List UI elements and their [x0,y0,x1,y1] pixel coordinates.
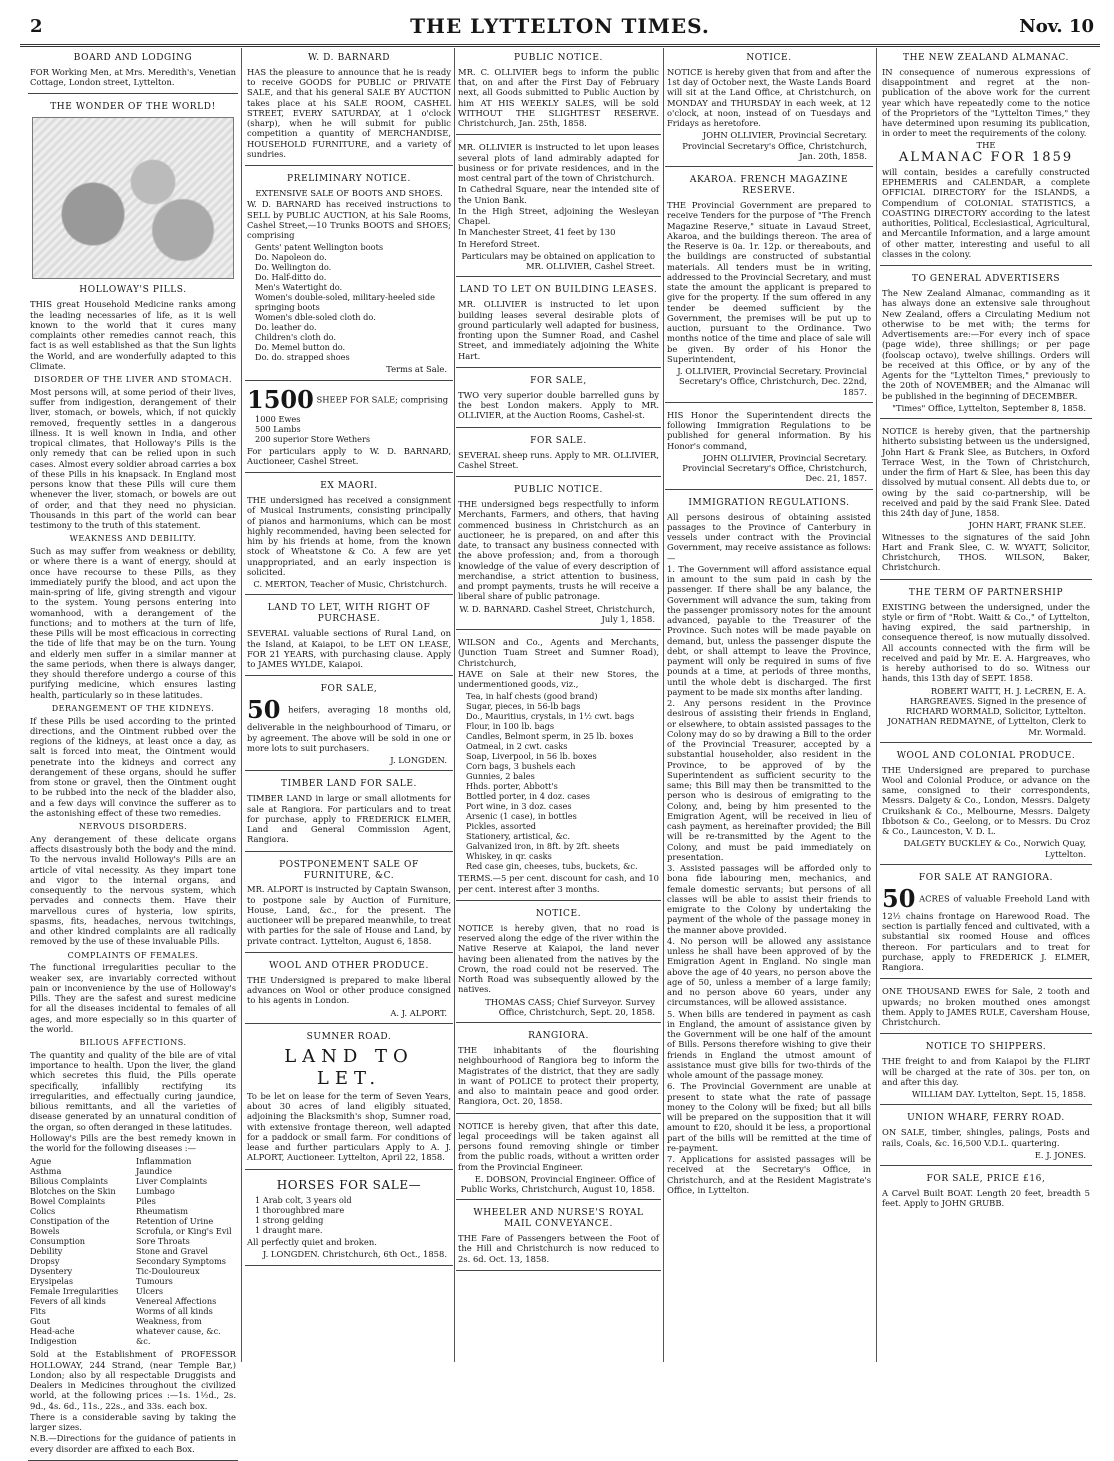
newspaper-title: THE LYTTELTON TIMES. [410,14,710,38]
ad-signature: J. LONGDEN. Christchurch, 6th Oct., 1858. [262,1249,447,1260]
list-item: Bottled porter, in 4 doz. cases [466,791,590,802]
superintendent-notice [665,406,873,490]
ad-text: heifers, averaging 18 months old, deliverable in the neighbourhood of Timaru, or by agreement. The above will be sold in one or more lots to suit purchasers. [247,704,451,753]
ad-heading: FOR SALE, [320,684,378,695]
column-3 [456,48,661,1362]
ad-heading: NOTICE. [535,908,582,919]
ad-heading: LAND TO LET ON BUILDING LEASES. [459,285,658,296]
ad-text: EXISTING between the undersigned, under the style or firm of "Robt. Waitt & Co.," of Lyttelton, having expired, the said partnership, in consequence thereof, is now mutually dissolved. All accounts connected with the firm will be received and paid by Mr. E. A. Hargreaves, who is hereby authorised to do so. Witness our hands, this 13th day of SEPT. 1858. [882,601,1090,684]
ollivier-leases-ad [456,138,661,277]
list-item: Soap, Liverpool, in 56 lb. boxes [466,751,597,762]
ad-text: NOTICE is hereby given, that after this date, legal proceedings will be taken against all persons found removing shingle or timber from the public roads, without a written order from the Provincial Engineer. [458,1120,659,1172]
list-item: Bilious Complaints [30,1176,108,1187]
list-item: Ague [30,1156,52,1167]
list-item: Constipation of the Bowels [30,1216,110,1237]
ad-signature: J. OLLIVIER, Provincial Secretary. Provincial Secretary's Office, Christchurch, Dec. 22nd, 1857. [677,366,867,397]
list-item: Women's double-soled, military-heeled side springing boots [255,292,435,313]
ad-text: Holloway's Pills are the best remedy known in the world for the following diseases :— [30,1132,236,1154]
union-wharf-ad [880,1108,1092,1166]
ad-heading: THE TERM OF PARTNERSHIP [908,587,1064,598]
ad-heading: THE NEW ZEALAND ALMANAC. [903,53,1069,63]
ad-heading: WOOL AND COLONIAL PRODUCE. [896,750,1076,761]
ad-text: The functional irregularities peculiar to the weaker sex, are invariably corrected without pain or inconvenience by the use of Holloway's Pills. They are the safest and surest medicine for all the diseases incidental to females of all ages, and more especially so in this quarter of the world. [30,962,236,1034]
acre-count: 50 [882,883,916,913]
list-item: Gunnies, 2 bales [466,771,535,782]
ad-text: The quantity and quality of the bile are of vital importance to health. Upon the liver, the gland which secretes this fluid, the Pills operate specifically, infallibly rectifying its irregularities, and effectually curing jaundice, bilious remittants, and all the varieties of disease generated by an unnatural condition of the organ, so often deranged in these latitudes. [30,1049,236,1132]
sheep-runs-ad [456,431,661,477]
sheep-sale-ad [245,384,453,474]
ad-heading: RANGIORA. [528,1031,589,1042]
list-item: Erysipelas [30,1276,74,1287]
ad-signature: THOMAS CASS; Chief Surveyor. Survey Office, Christchurch, Sept. 20, 1858. [485,996,655,1017]
heifer-count: 50 [247,695,281,725]
list-item: Debility [30,1246,63,1257]
ad-text: WILSON and Co., Agents and Merchants, (Junction Tuam Street and Sumner Road), Christchurch, [458,637,659,668]
ad-heading: AKAROA. FRENCH MAGAZINE RESERVE. [689,175,849,197]
guns-sale-ad [456,371,661,428]
column-divider [876,48,877,1362]
ad-text: THE Fare of Passengers between the Foot of the Hill and Christchurch is now reduced to 2s. 6d. Oct. 13, 1858. [458,1233,659,1264]
ad-heading: UNION WHARF, FERRY ROAD. [907,1113,1065,1124]
list-item: 200 superior Store Wethers [255,433,371,444]
sheep-list [247,414,451,444]
list-item: Corn bags, 3 bushels each [466,761,576,772]
ad-heading: FOR SALE AT RANGIORA. [918,872,1054,883]
ad-text: MR. OLLIVIER is instructed to let upon leases several plots of land admirably adapted for business or for private residences, and in the most central part of the town of Christchurch. [458,142,659,184]
list-item: 1000 Ewes [255,413,301,424]
royal-mail-ad [456,1203,661,1271]
ad-heading: LAND TO LET, WITH RIGHT OF PURCHASE. [267,603,431,625]
ad-text: The New Zealand Almanac, commanding as it has always done an extensive sale throughout New Zealand, offers a Circulating Medium not otherwise to be met with; the terms for Advertisements are:—For every inch of space (page wide), three shillings; or per page (foolscap octavo), twelve shillings. Orders will be received at this Office, or by any of the Agents for the "Lyttelton Times," previously to the 20th of NOVEMBER; and the Almanac will be published in the beginning of DECEMBER. [882,288,1090,401]
list-item: Dysentery [30,1266,73,1277]
list-item: Jaundice [136,1166,173,1177]
regulation-item: 4. No person will be allowed any assistance unless he shall have been approved of by the Emigration Agent in England. No single man above the age of 40 years, no person above the age of 50, unless a member of a large family; and no person above 60 years, under any circumstances, will be allowed assistance. [667,935,871,1008]
ad-text: All persons desirous of obtaining assisted passages to the Province of Canterbury in vessels under contract with the Provincial Government, may receive assistance as follows:— [667,511,871,563]
sumner-land-ad [245,1027,453,1170]
stock-list [247,242,451,362]
ad-signature: JOHN HART, FRANK SLEE. [968,520,1086,531]
list-item: Hhds. porter, Abbott's [466,781,558,792]
ad-heading: HORSES FOR SALE— [276,1177,422,1192]
immigration-regulations [665,493,873,1201]
boat-sale-ad [880,1169,1092,1214]
section-heading: DERANGEMENT OF THE KIDNEYS. [51,703,215,713]
ad-heading: NOTICE TO SHIPPERS. [925,1042,1047,1053]
header-rule [20,44,1100,47]
ad-signature: A. J. ALPORT. [390,1007,447,1018]
list-item: Stone and Gravel [136,1246,208,1257]
road-notice-ad [456,904,661,1023]
ad-text: HAVE on Sale at their new Stores, the undermentioned goods, viz., [458,668,659,690]
ad-text: To be let on lease for the term of Seven Years, about 30 acres of land eligibly situated, adjoining the Blacksmith's shop, Sumner road, with extensive frontage thereon, well adapted for a paddock or small farm. For conditions of lease and further particulars Apply to A. J. ALPORT, Auctioneer. Lyttelton, April 22, 1858. [247,1090,451,1163]
ad-text: MR. ALPORT is instructed by Captain Swanson, to postpone sale by Auction of Furniture, House, Land, &c., for the present. The auctioneer will be prepared meanwhile, to treat with parties for the sale of House and Land, by private contract. Lyttelton, August 6, 1858. [247,884,451,946]
list-item: Indigestion [30,1336,77,1347]
almanac-title: ALMANAC FOR 1859 [898,149,1074,165]
ad-text: HIS Honor the Superintendent directs the following Immigration Regulations to be published for general information. By his Honor's command, [667,409,871,451]
ad-heading: WOOL AND OTHER PRODUCE. [269,960,429,971]
list-item: Ulcers [136,1286,164,1297]
list-item: Do. do. strapped shoes [255,352,350,363]
list-item: Tumours [136,1276,173,1287]
section-heading: WEAKNESS AND DEBILITY. [69,534,197,544]
column-5 [880,48,1092,1362]
postponement-ad [245,855,453,953]
ad-text: W. D. BARNARD has received instructions to SELL by PUBLIC AUCTION, at his Sale Rooms, Cashel Street,—10 Trunks BOOTS and SHOES; comprising [247,199,451,241]
regulation-item: 3. Assisted passages will be afforded only to bona fide labouring men, mechanics, and female domestic servants; but persons of all classes will be able to assist their friends to emigrate to the Colony by undertaking the payment of the whole of the passage money in the manner above provided. [667,863,871,935]
ad-heading: WHEELER AND NURSE'S ROYAL MAIL CONVEYANCE. [473,1208,644,1230]
ad-heading: PUBLIC NOTICE. [514,53,603,63]
ad-text: THE inhabitants of the flourishing neighbourhood of Rangiora beg to inform the Magistrates of the district, that they are sadly in want of POLICE to protect their property, and also to maintain peace and good order. Rangiora, Oct. 20, 1858. [458,1045,659,1107]
list-item: Blotches on the Skin [30,1186,116,1197]
ad-text: Any derangement of these delicate organs affects disastrously both the body and the mind. To the nervous invalid Holloway's Pills are an article of vital necessity. As they impart tone and vigor to the internal organs, and consequently to the nervous system, which pervades and connects them. Have their marvellous cures of hysteria, low spirits, spasms, fits, headaches, nervous twitchings, and other kindred complaints are all radically removed by the use of these invaluable Pills. [30,833,236,947]
list-item: Head-ache [30,1326,75,1337]
list-item: Galvanized iron, in 8ft. by 2ft. sheets [466,841,620,852]
list-item: 1 thoroughbred mare [255,1205,345,1216]
ad-text: MR. C. OLLIVIER begs to inform the public that, on and after the First Day of February next, all Goods submitted to Public Auction by him AT HIS WEEKLY SALES, will be sold WITHOUT THE SLIGHTEST RESERVE. Christchurch, Jan. 25th, 1858. [458,66,659,129]
heifers-sale-ad [245,679,453,771]
list-item: Scrofula, or King's Evil [136,1226,232,1237]
list-item: Children's cloth do. [255,332,337,343]
list-item: Bowel Complaints [30,1196,106,1207]
building-leases-ad [456,280,661,367]
list-item: Candles, Belmont sperm, in 25 lb. boxes [466,731,634,742]
list-item: Colics [30,1206,56,1217]
column-4 [665,48,873,1362]
list-item: Do. Half-ditto do. [255,272,327,283]
ad-text: NOTICE is hereby given, that no road is reserved along the edge of the river within the Native Reserve at Kaiapoi, the land never having been alienated from the natives by the Crown, the road could not be reserved. The North Road was subsequently allowed by the natives. [458,922,659,995]
public-notice-ad [456,48,661,135]
ad-signature: E. J. JONES. [1034,1149,1086,1160]
ad-signature: ROBERT WAITT, H. J. LeCREN, E. A. HARGREAVES. Signed in the presence of RICHARD WORMALD, Solicitor, Lyttelton. JONATHAN REDMAYNE, of Lyttelton, Clerk to Mr. Wormald. [887,685,1086,737]
ad-text: ONE THOUSAND EWES for Sale, 2 tooth and upwards; no broken mouthed ones amongst them. Apply to JAMES RULE, Caversham House, Christchurch. [882,986,1090,1028]
ad-text: will contain, besides a carefully constructed EPHEMERIS and CALENDAR, a complete OFFICIAL DIRECTORY for the ISLANDS, a Compendium of COLONIAL STATISTICS, a COASTING DIRECTORY according to the latest authorities, Political, Ecclesiastical, Agricultural, and Mercantile Information, and a large amount of other matter, interesting and useful to all classes in the colony. [882,166,1090,259]
ad-text: Sold at the Establishment of PROFESSOR HOLLOWAY, 244 Strand, (near Temple Bar,) London; also by all respectable Druggists and Dealers in Medicines throughout the civilized world, at the following prices :—1s. 1½d., 2s. 9d., 4s. 6d., 11s., 22s., and 33s. each box. [30,1349,236,1411]
ad-text: TERMS.—5 per cent. discount for cash, and 10 per cent. interest after 3 months. [458,873,659,894]
ad-heading: IMMIGRATION REGULATIONS. [688,497,850,508]
ad-text: TWO very superior double barrelled guns by the best London makers. Apply to MR. OLLIVIER, at the Auction Rooms, Cashel-st. [458,389,659,421]
list-item: Gents' patent Wellington boots [255,242,384,253]
ad-heading: TO GENERAL ADVERTISERS [911,274,1061,285]
ad-text: ACRES of valuable Freehold Land with 12½ chains frontage on Harewood Road. The section is partially fenced and cultivated, with a substantial six roomed House and offices thereon. For particulars and to treat for purchase, apply to FREDERICK J. ELMER, Rangiora. [882,893,1090,973]
regulation-item: 7. Applications for assisted passages will be received at the Secretary's Office, in Christchurch, and at the Resident Magistrate's Office, in Lyttelton. [667,1154,871,1195]
ad-text: TIMBER LAND in large or small allotments for sale at Rangiora. For particulars and to treat for purchase, apply to FREDERICK ELMER, Land and General Commission Agent, Rangiora. [247,793,451,845]
list-item: Inflammation [136,1156,192,1167]
section-heading: DISORDER OF THE LIVER AND STOMACH. [33,375,233,385]
horses-sale-ad [245,1173,453,1266]
list-item: Women's dble-soled cloth do. [255,312,376,323]
ad-terms: Terms at Sale. [386,364,447,375]
ad-text: A Carvel Built BOAT. Length 20 feet, breadth 5 feet. Apply to JOHN GRUBB. [882,1188,1090,1209]
ad-text: THE freight to and from Kaiapoi by the FLIRT will be charged at the rate of 30s. per ton, on and after this day. [882,1056,1090,1087]
list-item: Oatmeal, in 2 cwt. casks [466,741,568,752]
sheep-count: 1500 [247,384,314,414]
board-lodging-ad [28,48,238,94]
ad-signature: "Times" Office, Lyttelton, September 8, 1858. [892,402,1086,413]
list-item: Asthma [30,1166,62,1177]
ad-subheading: EXTENSIVE SALE OF BOOTS AND SHOES. [255,188,443,199]
list-item: Consumption [30,1236,86,1247]
list-item: Do., Mauritius, crystals, in 1½ cwt. bags [466,711,635,722]
list-item: Female Irregularities [30,1286,119,1297]
ad-heading: BOARD AND LODGING [73,53,193,63]
ad-heading: NOTICE. [746,53,792,63]
almanac-ad [880,48,1092,266]
ad-text: N.B.—Directions for the guidance of patients in every disorder are affixed to each Box. [30,1433,236,1454]
ad-signature: DALGETY BUCKLEY & Co., Norwich Quay, Lyttelton. [903,838,1086,859]
ad-signature: C. MERTON, Teacher of Music, Christchurch. [253,579,447,590]
horses-list [247,1195,451,1235]
ad-heading: PRELIMINARY NOTICE. [287,174,411,185]
ad-text: For particulars apply to W. D. BARNARD, Auctioneer, Cashel Street. [247,445,451,466]
shingle-notice-ad [456,1117,661,1201]
ad-heading: POSTPONEMENT SALE OF FURNITURE, &C. [279,859,419,881]
section-heading: BILIOUS AFFECTIONS. [79,1038,187,1048]
ad-text: THE undersigned has received a consignment of Musical Instruments, consisting principally of pianos and harmoniums, which can be most highly recommended, having been selected for him by his friends at home, from the known stock of Wheatstone & Co. A few are yet unappropriated, and an early inspection is solicited. [247,495,451,577]
ad-subheading: HOLLOWAY'S PILLS. [79,285,187,296]
list-item: 1 draught mare. [255,1225,323,1236]
issue-date: Nov. 10 [1019,16,1094,37]
ad-text: NOTICE is hereby given that from and after the 1st day of October next, the Waste Lands Board will sit at the Land Office, at Christchurch, on MONDAY and THURSDAY in each week, at 12 o'clock, at noon, instead of on Tuesdays and Fridays as heretofore. [667,66,871,129]
list-item: Retention of Urine [136,1216,214,1227]
partnership-dissolved-notice [880,422,1092,580]
ad-text: NOTICE is hereby given, that the partnership hitherto subsisting between us the undersigned, John Hart & Frank Slee, as Butchers, in Oxford Terrace West, in the Town of Christchurch, under the firm of Hart & Slee, has been this day dissolved by mutual consent. All debts due to, or owing by the said co-partnership, will be received and paid by the said Frank Slee. Dated this 24th day of June, 1858. [882,426,1090,519]
column-2 [245,48,453,1362]
list-item: Gout [30,1316,51,1327]
ad-text: THE Undersigned is prepared to make liberal advances on Wool or other produce consigned to his agents in London. [247,974,451,1006]
rangiora-land-ad [880,868,1092,979]
ad-heading: EX MAORI. [320,481,378,492]
list-item: Stationery, artistical, &c. [466,831,570,842]
column-divider [663,48,664,1362]
ad-text: FOR Working Men, at Mrs. Meredith's, Venetian Cottage, London street, Lyttelton. [30,66,236,88]
ad-text: SEVERAL sheep runs. Apply to MR. OLLIVIER, Cashel Street. [458,449,659,470]
ad-heading: W. D. BARNARD [307,53,391,63]
list-item: Do. Memel button do. [255,342,346,353]
list-item: Men's Watertight do. [255,282,343,293]
ad-signature: W. D. BARNARD. Cashel Street, Christchurch, July 1, 1858. [459,603,655,624]
ad-text: HAS the pleasure to announce that he is ready to receive GOODS for PUBLIC or PRIVATE SALE, and that his general SALE BY AUCTION takes place at his SALE ROOM, CASHEL STREET, EVERY SATURDAY, at 1 o'clock (sharp), when he will submit for public competition a quantity of MERCHANDISE, HOUSEHOLD FURNITURE, and a variety of sundries. [247,66,451,159]
list-item: Pickles, assorted [466,821,537,832]
ad-signature: JOHN OLLIVIER, Provincial Secretary. Provincial Secretary's Office, Christchurch, Jan. 20th, 1858. [682,130,867,161]
ad-text: Witnesses to the signatures of the said John Hart and Frank Slee, C. W. WYATT, Solicitor, Christchurch, THOS. WILSON, Baker, Christchurch. [882,531,1090,573]
ad-signature: Particulars may be obtained on application to MR. OLLIVIER, Cashel Street. [461,250,655,272]
ad-text: THE Undersigned are prepared to purchase Wool and Colonial Produce, or advance on the same, consigned to their correspondents, Messrs. Dalgety & Co., London, Messrs. Dalgety Cruikshank & Co., Melbourne, Messrs. Dalgety Ibbotson & Co., Geelong, or to Messrs. Du Croz & Co., Launceston, V. D. L. [882,764,1090,837]
ad-text: There is a considerable saving by taking the larger sizes. [30,1411,236,1433]
column-1 [28,48,238,1454]
ad-text: In the High Street, adjoining the Wesleyan Chapel. [458,205,659,227]
ad-heading: PUBLIC NOTICE. [514,485,603,496]
ad-text: SEVERAL valuable sections of Rural Land, on the Island, at Kaiapoi, to be LET ON LEASE, FOR 21 YEARS, with purchasing clause. Apply to JAMES WYLDE, Kaiapoi. [247,628,451,670]
list-item: Fits [30,1306,46,1317]
akaroa-reserve-notice [665,170,873,403]
goods-list [458,691,659,871]
partnership-term-notice [880,583,1092,743]
list-item: Flour, in 100 lb. bags [466,721,555,732]
section-heading: COMPLAINTS OF FEMALES. [67,950,199,960]
ad-text: THE Provincial Government are prepared to receive Tenders for the purpose of "The French Magazine Reserve," situate in Lavaud Street, Akaroa, and the buildings thereon. The area of the Reserve is 0a. 1r. 12p. or thereabouts, and the buildings are constructed of substantial materials. All tenders must be in writing, addressed to the Provincial Secretary, and must state the amount the applicant is prepared to give for the property. If the sum offered in any tender be deemed sufficient by the Government, the premises will be put up to auction, pursuant to the Ordinance. Two months notice of the time and place of sale will be given. By order of his Honor the Superintendent, [667,200,871,364]
ad-text: THIS great Household Medicine ranks among the leading necessaries of life, as it is well known to the world that it cures many complaints other remedies cannot reach, this fact is as well established as that the Sun lights the World, and are wonderfully adapted to this Climate. [30,299,236,371]
regulation-item: 2. Any persons resident in the Province desirous of assisting their friends in England, or elsewhere, to obtain assisted passages to the Colony may do so by drawing a Bill to the order of the Provincial Treasurer, accepted by a substantial householder, also resident in the Province, to be approved of by the Superintendent as sufficient security to the same; this Bill may then be transmitted to the person who is desirous of emigrating to the Colony, and, being by him presented to the Emigration Agent, will be received in lieu of cash payment, as hereinafter provided; the Bill will be re-transmitted by the Agent to the Colony, and must be paid immediately on presentation. [667,698,871,862]
list-item: Do. leather do. [255,322,317,333]
ad-heading: TIMBER LAND FOR SALE. [281,779,417,790]
regulation-item: 5. When bills are tendered in payment as cash in England, the amount of assistance given by the Government will be one half of the amount of Bills. Persons therefore wishing to give their friends in England the utmost amount of assistance must give bills for two-thirds of the whole amount of the passage money. [667,1008,871,1081]
ad-text: If these Pills be used according to the printed directions, and the Ointment rubbed over the regions of the kidneys, at least once a day, as salt is forced into meat, the Ointment would penetrate into the kidneys and correct any derangement of these organs, should he suffer from stone or gravel, then the Ointment ought to be rubbed into the neck of the bladder also, and a few days will convince the sufferer as to the astonishing effect of these two remedies. [30,715,236,818]
auctioneer-notice-ad [456,480,661,630]
list-item: Sore Throats [136,1236,190,1247]
regulation-item: 1. The Government will afford assistance equal in amount to the sum paid in cash by the passenger. If there shall be any balance, the Government will advance the sum, taking from the passenger promissory notes for the amount advanced, payable to the Treasurer of the Province. Such notes will be made payable on demand, but, unless the passenger dispute the debt, or shall attempt to leave the Province, payment will only be required in sums of five pounds at a time, at periods of three months, until the whole debt is discharged. The first payment to be made six months after landing. [667,563,871,697]
ad-text: All perfectly quiet and broken. [247,1237,377,1248]
ad-text: IN consequence of numerous expressions of disappointment and regret at the non-publication of the above work for the current year which have repeatedly come to the notice of the Proprietors of the "Lyttelton Times," they have determined upon resuming its publication, in order to meet the requirements of the colony. [882,66,1090,139]
ad-text: MR. OLLIVIER is instructed to let upon building leases several desirable plots of ground particularly well adapted for business, fronting upon the Sumner Road, and Cashel Street, and immediately adjoining the White Hart. [458,299,659,361]
ad-text: THE undersigned begs respectfully to inform Merchants, Farmers, and others, that having commenced business in Christchurch as an auctioneer, he is prepared, on and after this date, to transact any business connected with the above profession; and, from a thorough knowledge of the value of every description of merchandise, a strict attention to business, and prompt payments, trusts he will receive a liberal share of public patronage. [458,499,659,602]
list-item: 500 Lambs [255,423,301,434]
wool-produce-ad [245,956,453,1024]
ad-big-heading: LAND TO LET. [284,1045,414,1089]
list-item: Weakness, from whatever cause, &c. &c. [136,1316,221,1347]
engraving-illustration [32,117,234,279]
list-item: Secondary Symptoms [136,1256,226,1267]
ad-heading: FOR SALE. [530,435,587,446]
list-item: Port wine, in 3 doz. cases [466,801,572,812]
list-item: Red case gin, cheeses, tubs, buckets, &c. [466,861,638,872]
list-item: Liver Complaints [136,1176,208,1187]
list-item: Whiskey, in qr. casks [466,851,552,862]
ad-heading: FOR SALE, PRICE £16, [926,1174,1046,1185]
wilson-goods-ad [456,633,661,901]
list-item: Lumbago [136,1186,175,1197]
list-item: 1 Arab colt, 3 years old [255,1195,352,1206]
list-item: Dropsy [30,1256,60,1267]
ad-text: ON SALE, timber, shingles, palings, Posts and rails, Coals, &c. 16,500 V.D.L. quartering. [882,1127,1090,1148]
ad-text: In Hereford Street. [458,238,540,249]
ad-heading: FOR SALE, [530,375,587,386]
list-item: Venereal Affections [136,1296,217,1307]
list-item: Worms of all kinds [136,1306,213,1317]
list-item: Fevers of all kinds [30,1296,106,1307]
regulation-item: 6. The Provincial Government are unable at present to state what the rate of passage money to the Colony will be fixed; but all bills will be prepared on the supposition that it will amount to £20, should it be less, a proportional part of the bills will be remitted at the time of re-payment. [667,1081,871,1153]
ad-signature: J. LONGDEN. [390,755,447,766]
ad-text: In Manchester Street, 41 feet by 130 [458,227,616,238]
ad-subheading: THE [976,139,996,150]
list-item: Do. Wellington do. [255,262,332,273]
ewes-sale-ad [880,982,1092,1034]
list-item: Do. Napoleon do. [255,252,327,263]
colonial-produce-ad [880,746,1092,865]
ad-text: Most persons will, at some period of their lives, suffer from indigestion, derangement of their liver, stomach, or bowels, which, if not quickly removed, frequently settles in a dangerous illness. It is well known in India, and other tropical climates, that Holloway's Pills is the only remedy that can be relied upon in such cases. Almost every soldier abroad carries a box of these Pills in his knapsack. In England most persons know that these Pills will cure them whenever the liver, stomach, or bowels are out of order, and that they need no physician. Thousands in this part of the world can bear testimony to the truth of this statement. [30,386,236,531]
list-item: 1 strong gelding [255,1215,324,1226]
list-item: Arsenic (1 case), in bottles [466,811,577,822]
list-item: Piles [136,1196,156,1207]
disease-list [30,1156,236,1346]
ad-heading: THE WONDER OF THE WORLD! [50,102,216,113]
section-heading: NERVOUS DISORDERS. [78,822,188,832]
list-item: Tea, in half chests (good brand) [466,691,598,702]
holloway-ad [28,97,238,1460]
timber-land-ad [245,774,453,851]
column-divider [241,48,242,1362]
waste-lands-notice [665,48,873,167]
ad-signature: WILLIAM DAY. Lyttelton, Sept. 15, 1858. [911,1089,1086,1100]
ad-text: In Cathedral Square, near the intended site of the Union Bank. [458,184,659,205]
ad-signature: JOHN OLLIVIER, Provincial Secretary. Provincial Secretary's Office, Christchurch, Dec. 21, 1857. [682,452,867,484]
page-number: 2 [30,16,43,37]
barnard-ad [245,48,453,166]
list-item: Rheumatism [136,1206,189,1217]
list-item: Sugar, pieces, in 56-lb bags [466,701,581,712]
page-header [20,12,1100,40]
land-lease-ad [245,598,453,676]
ad-heading: SUMNER ROAD. [306,1031,392,1042]
ad-heading: SHEEP FOR SALE; comprising [316,394,449,405]
boots-sale-ad [245,169,453,380]
rangiora-police-ad [456,1026,661,1113]
ad-signature: E. DOBSON, Provincial Engineer. Office of Public Works, Christchurch, August 10, 1858. [460,1173,655,1195]
shippers-notice [880,1037,1092,1105]
musical-instruments-ad [245,476,453,595]
column-divider [454,48,455,1362]
advertisers-ad [880,269,1092,419]
list-item: Tic-Douloureux [136,1266,200,1277]
ad-text: Such as may suffer from weakness or debility, or where there is a want of energy, should at once have recourse to these Pills, as they immediately purify the blood, and act upon the main-spring of life, giving strength and vigour to the system. Young persons entering into womanhood, with a derangement of the functions; and to mothers at the turn of life, these Pills will be most efficacious in correcting the tide of life that may be on the turn. Young and elderly men suffer in a similar manner at the same periods, when there is always danger, they should therefore undergo a course of this purifying medicine, which ensures lasting health, particularly so in these latitudes. [30,546,236,700]
